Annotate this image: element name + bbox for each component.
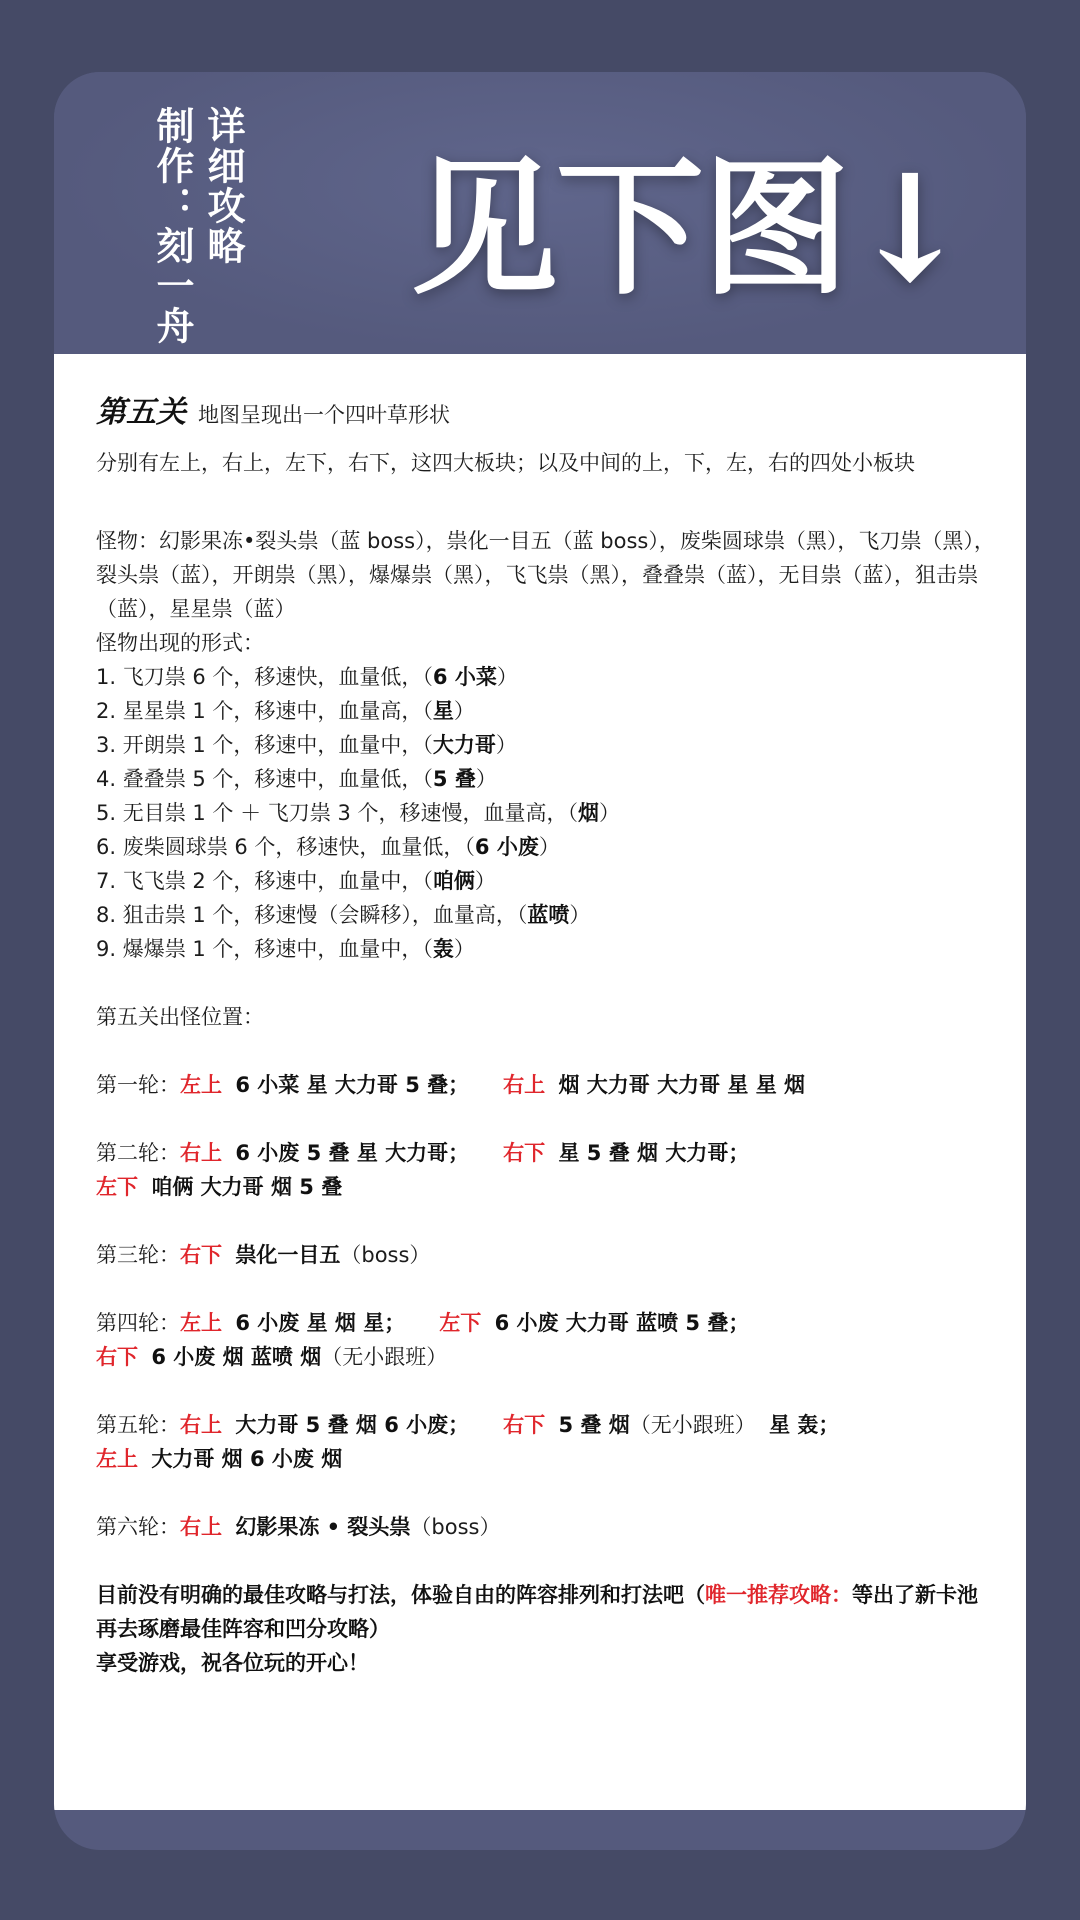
round-5-cont: 左上 大力哥 烟 6 小废 烟 bbox=[96, 1447, 343, 1471]
spawn-title: 第五关出怪位置： bbox=[96, 1005, 264, 1029]
round-5: 第五轮：右上 大力哥 5 叠 烟 6 小废； 右下 5 叠 烟（无小跟班） 星 轰； bbox=[96, 1413, 840, 1437]
round-6: 第六轮：右上 幻影果冻 • 裂头祟（boss） bbox=[96, 1515, 501, 1539]
forms-title: 怪物出现的形式： bbox=[96, 631, 264, 655]
list-item: 2. 星星祟 1 个，移速中，血量高，（星） bbox=[96, 699, 475, 723]
header-author: 制作：刻一舟 bbox=[150, 106, 195, 346]
header-title: 见下图↓ bbox=[410, 141, 971, 315]
header-banner bbox=[54, 72, 1026, 354]
list-item: 5. 无目祟 1 个 ＋ 飞刀祟 3 个，移速慢，血量高，（烟） bbox=[96, 801, 620, 825]
level-title: 第五关 bbox=[96, 395, 186, 430]
round-3: 第三轮：右下 祟化一目五（boss） bbox=[96, 1243, 431, 1267]
list-item: 3. 开朗祟 1 个，移速中，血量中，（大力哥） bbox=[96, 733, 517, 757]
layout-description: 分别有左上，右上，左下，右下，这四大板块；以及中间的上，下，左，右的四处小板块 bbox=[96, 451, 915, 475]
list-item: 9. 爆爆祟 1 个，移速中，血量中，（轰） bbox=[96, 937, 475, 961]
outro-closing: 享受游戏，祝各位玩的开心！ bbox=[96, 1651, 369, 1675]
list-item: 8. 狙击祟 1 个，移速慢（会瞬移），血量高，（蓝喷） bbox=[96, 903, 591, 927]
round-2-cont: 左下 咱俩 大力哥 烟 5 叠 bbox=[96, 1175, 343, 1199]
list-item: 1. 飞刀祟 6 个，移速快，血量低，（6 小菜） bbox=[96, 665, 518, 689]
header-subtitle: 详细攻略 bbox=[201, 106, 246, 266]
round-2: 第二轮：右上 6 小废 5 叠 星 大力哥； 右下 星 5 叠 烟 大力哥； bbox=[96, 1141, 750, 1165]
level-subtitle: 地图呈现出一个四叶草形状 bbox=[198, 403, 450, 427]
round-4-cont: 右下 6 小废 烟 蓝喷 烟（无小跟班） bbox=[96, 1345, 448, 1369]
list-item: 6. 废柴圆球祟 6 个，移速快，血量低，（6 小废） bbox=[96, 835, 560, 859]
outro-paragraph: 目前没有明确的最佳攻略与打法，体验自由的阵容排列和打法吧（唯一推荐攻略：等出了新卡池再去琢磨最佳阵容和凹分攻略） bbox=[96, 1583, 978, 1641]
monster-list: 怪物：幻影果冻•裂头祟（蓝 boss），祟化一目五（蓝 boss），废柴圆球祟（黑），飞刀祟（黑），裂头祟（蓝），开朗祟（黑），爆爆祟（黑），飞飞祟（黑），叠叠祟（蓝），无目祟（蓝），狙击祟（蓝），星星祟（蓝） bbox=[96, 529, 995, 621]
guide-card bbox=[54, 72, 1026, 1850]
round-4: 第四轮：左上 6 小废 星 烟 星； 左下 6 小废 大力哥 蓝喷 5 叠； bbox=[96, 1311, 750, 1335]
section-heading bbox=[96, 396, 996, 432]
round-1: 第一轮：左上 6 小菜 星 大力哥 5 叠； 右上 烟 大力哥 大力哥 星 星 烟 bbox=[96, 1073, 806, 1097]
guide-content bbox=[54, 354, 1026, 1810]
list-item: 4. 叠叠祟 5 个，移速中，血量低，（5 叠） bbox=[96, 767, 497, 791]
list-item: 7. 飞飞祟 2 个，移速中，血量中，（咱俩） bbox=[96, 869, 496, 893]
